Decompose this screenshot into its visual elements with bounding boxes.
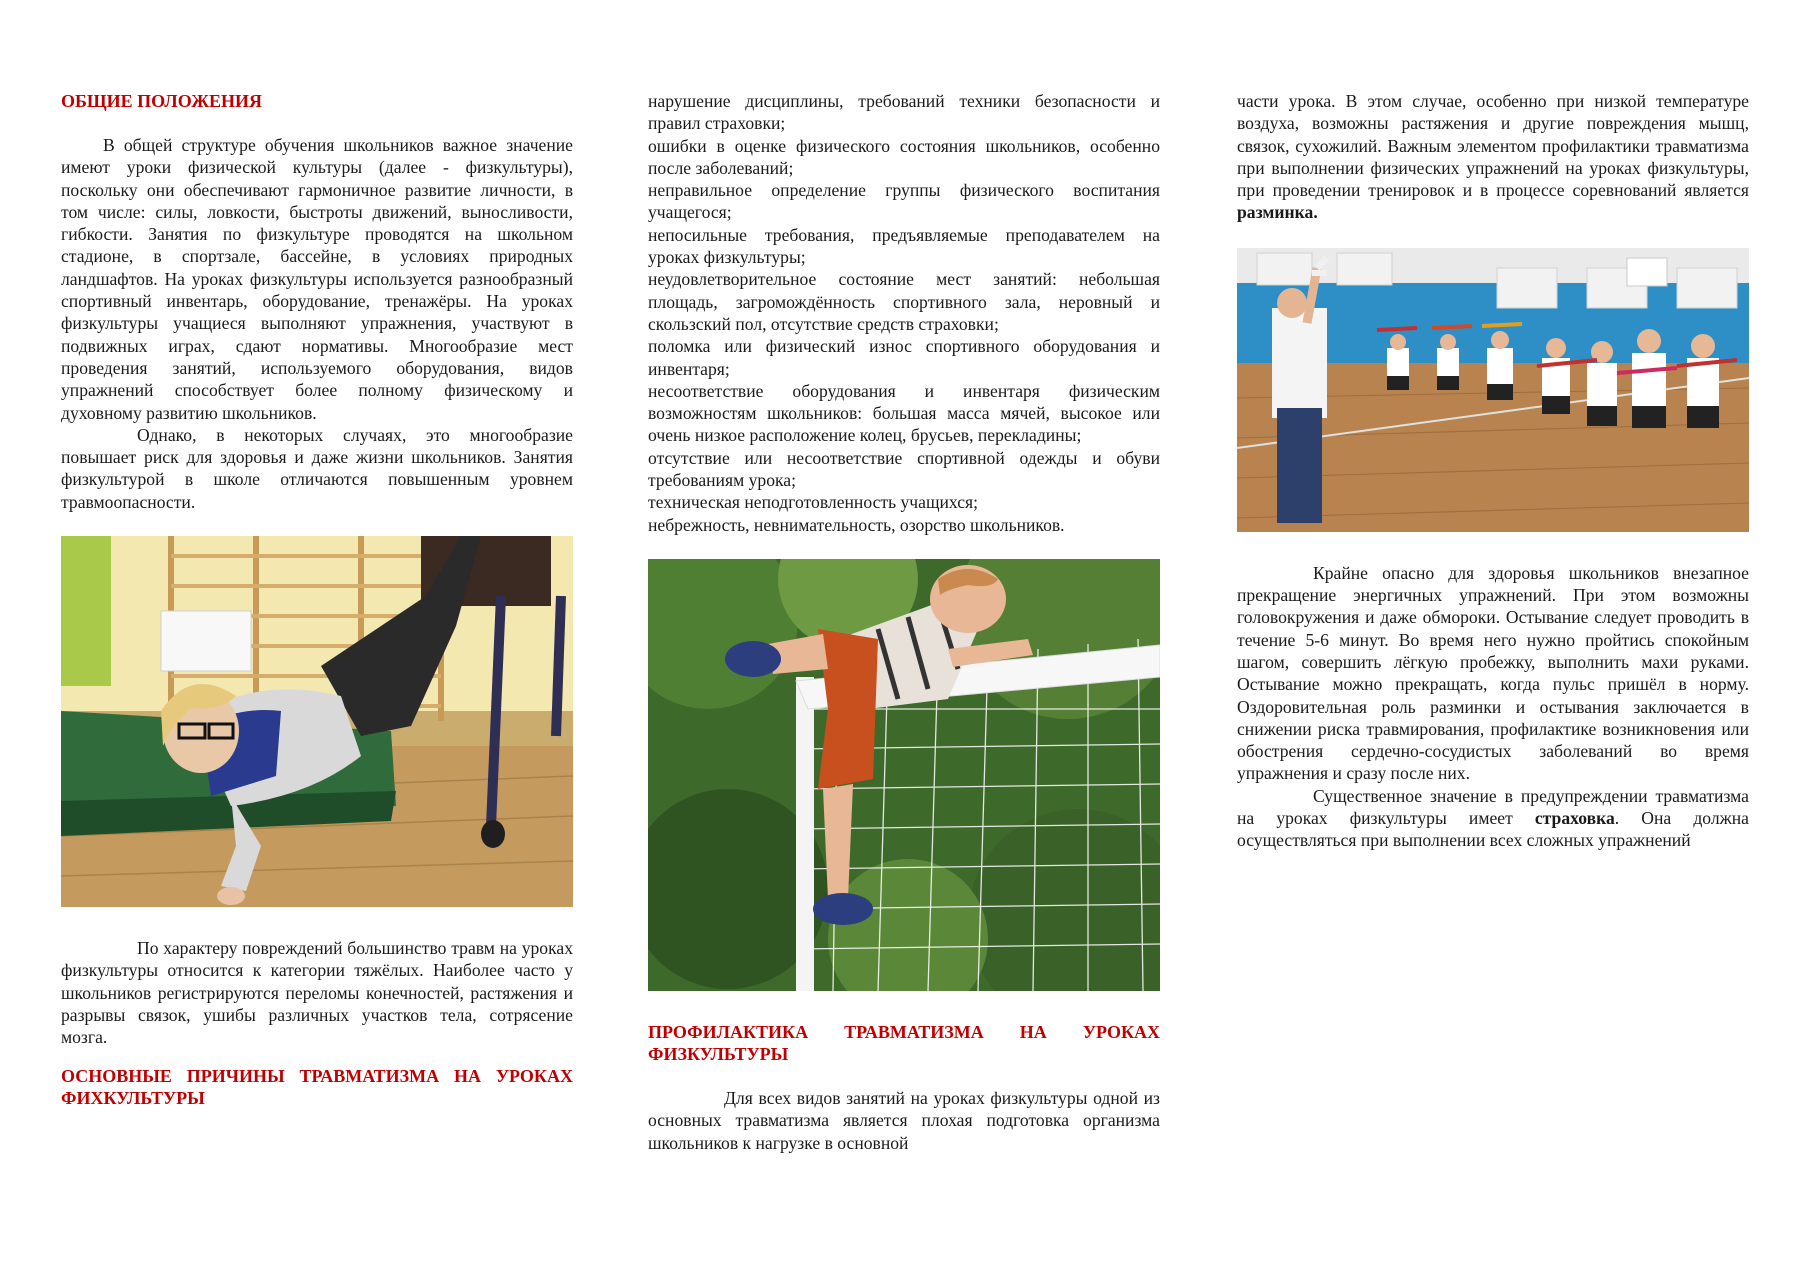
column-middle	[648, 90, 1160, 1154]
list-item: техническая неподготовленность учащихся;	[648, 492, 979, 513]
spotting-text: Существенное значение в предупреждении травматизма на уроках физкультуры имеет	[1237, 785, 1749, 829]
photo-boy-on-goal	[648, 559, 1160, 991]
list-item: неправильное определение группы физического воспитания учащегося;	[648, 180, 1160, 223]
paragraph-warmup	[1237, 90, 1749, 224]
spotting-text-end: . Она должна осуществляться при выполнении всех сложных упражнений	[1237, 808, 1749, 851]
heading-general-provisions: ОБЩИЕ ПОЛОЖЕНИЯ	[61, 91, 263, 111]
causes-list	[648, 90, 1160, 536]
spotting-keyword: страховка	[1534, 808, 1615, 829]
list-item: непосильные требования, предъявляемые преподавателем на уроках физкультуры;	[648, 224, 1160, 268]
list-item: несоответствие оборудования и инвентаря физическим возможностям школьников: большая масса мячей, высокое или очень низкое расположение колец, брусьев, перекладины;	[648, 380, 1160, 446]
list-item: поломка или физический износ спортивного оборудования и инвентаря;	[648, 336, 1160, 379]
warmup-keyword: разминка.	[1237, 202, 1318, 223]
heading-prevention: ПРОФИЛАКТИКА ТРАВМАТИЗМА НА УРОКАХ ФИЗКУЛЬТУРЫ	[648, 1021, 1160, 1064]
warmup-text: части урока. В этом случае, особенно при низкой температуре воздуха, возможны растяжения и другие повреждения мышц, связок, сухожилий. Важным элементом профилактики травматизма при выполнении физических упражнений на уроках физкультуры, при проведении тренировок и в процессе соревнований является	[1237, 91, 1749, 201]
list-item: нарушение дисциплины, требований техники безопасности и правил страховки;	[648, 91, 1160, 134]
photo-fall-on-mat	[61, 536, 573, 907]
paragraph-cooldown: Крайне опасно для здоровья школьников внезапное прекращение энергичных упражнений. При этом возможны головокружения и даже обмороки. Остывание следует проводить в течение 5-6 минут. Во время него нужно пройтись спокойным шагом, совершить лёгкую пробежку, выполнить махи руками. Остывание можно прекращать, когда пульс пришёл в норму. Оздоровительная роль разминки и остывания заключается в снижении риска травмирования, профилактике возникновения или обострения сердечно-сосудистых заболеваний во время упражнения и сразу после них.	[1237, 562, 1749, 784]
list-item: ошибки в оценке физического состояния школьников, особенно после заболеваний;	[648, 135, 1160, 178]
paragraph-spotting	[1237, 785, 1749, 852]
column-right	[1237, 90, 1749, 852]
photo-gym-class	[1237, 248, 1749, 532]
paragraph-risk: Однако, в некоторых случаях, это многообразие повышает риск для здоровья и даже жизни школьников. Занятия физкультурой в школе отличаются повышенным уровнем травмоопасности.	[61, 424, 573, 512]
column-left	[61, 90, 573, 1109]
heading-main-causes: ОСНОВНЫЕ ПРИЧИНЫ ТРАВМАТИЗМА НА УРОКАХ ФИХКУЛЬТУРЫ	[61, 1065, 573, 1108]
paragraph-structure: В общей структуре обучения школьников важное значение имеют уроки физической культуры (далее - физкультуры), поскольку они обеспечивают гармоничное развитие личности, в том числе: силы, ловкости, быстроты движений, выносливости, гибкости. Занятия по физкультуре проводятся на школьном стадионе, в спортзале, бассейне, в условиях природных ландшафтов. На уроках физкультуры используется разнообразный спортивный инвентарь, оборудование, тренажёры. На уроках физкультуры учащиеся выполняют упражнения, участвуют в подвижных играх, сдают нормативы. Многообразие мест проведения занятий, используемого оборудования, видов упражнений способствует более полному физическому и духовному развитию школьников.	[61, 135, 573, 423]
paragraph-injury-types: По характеру повреждений большинство травм на уроках физкультуры относится к категории тяжёлых. Наиболее часто у школьников регистрируются переломы конечностей, растяжения и разрывы связок, ушибы различных участков тела, сотрясение мозга.	[61, 938, 573, 1048]
list-item: неудовлетворительное состояние мест занятий: небольшая площадь, загромождённость спортивного зала, неровный и скользский пол, отсутствие средств страховки;	[648, 269, 1160, 334]
paragraph-prevention: Для всех видов занятий на уроках физкультуры одной из основных травматизма является плохая подготовка организма школьников к нагрузке в основной	[648, 1087, 1160, 1153]
list-item: небрежность, невнимательность, озорство школьников.	[648, 514, 1065, 535]
list-item: отсутствие или несоответствие спортивной одежды и обуви требованиям урока;	[648, 447, 1160, 491]
